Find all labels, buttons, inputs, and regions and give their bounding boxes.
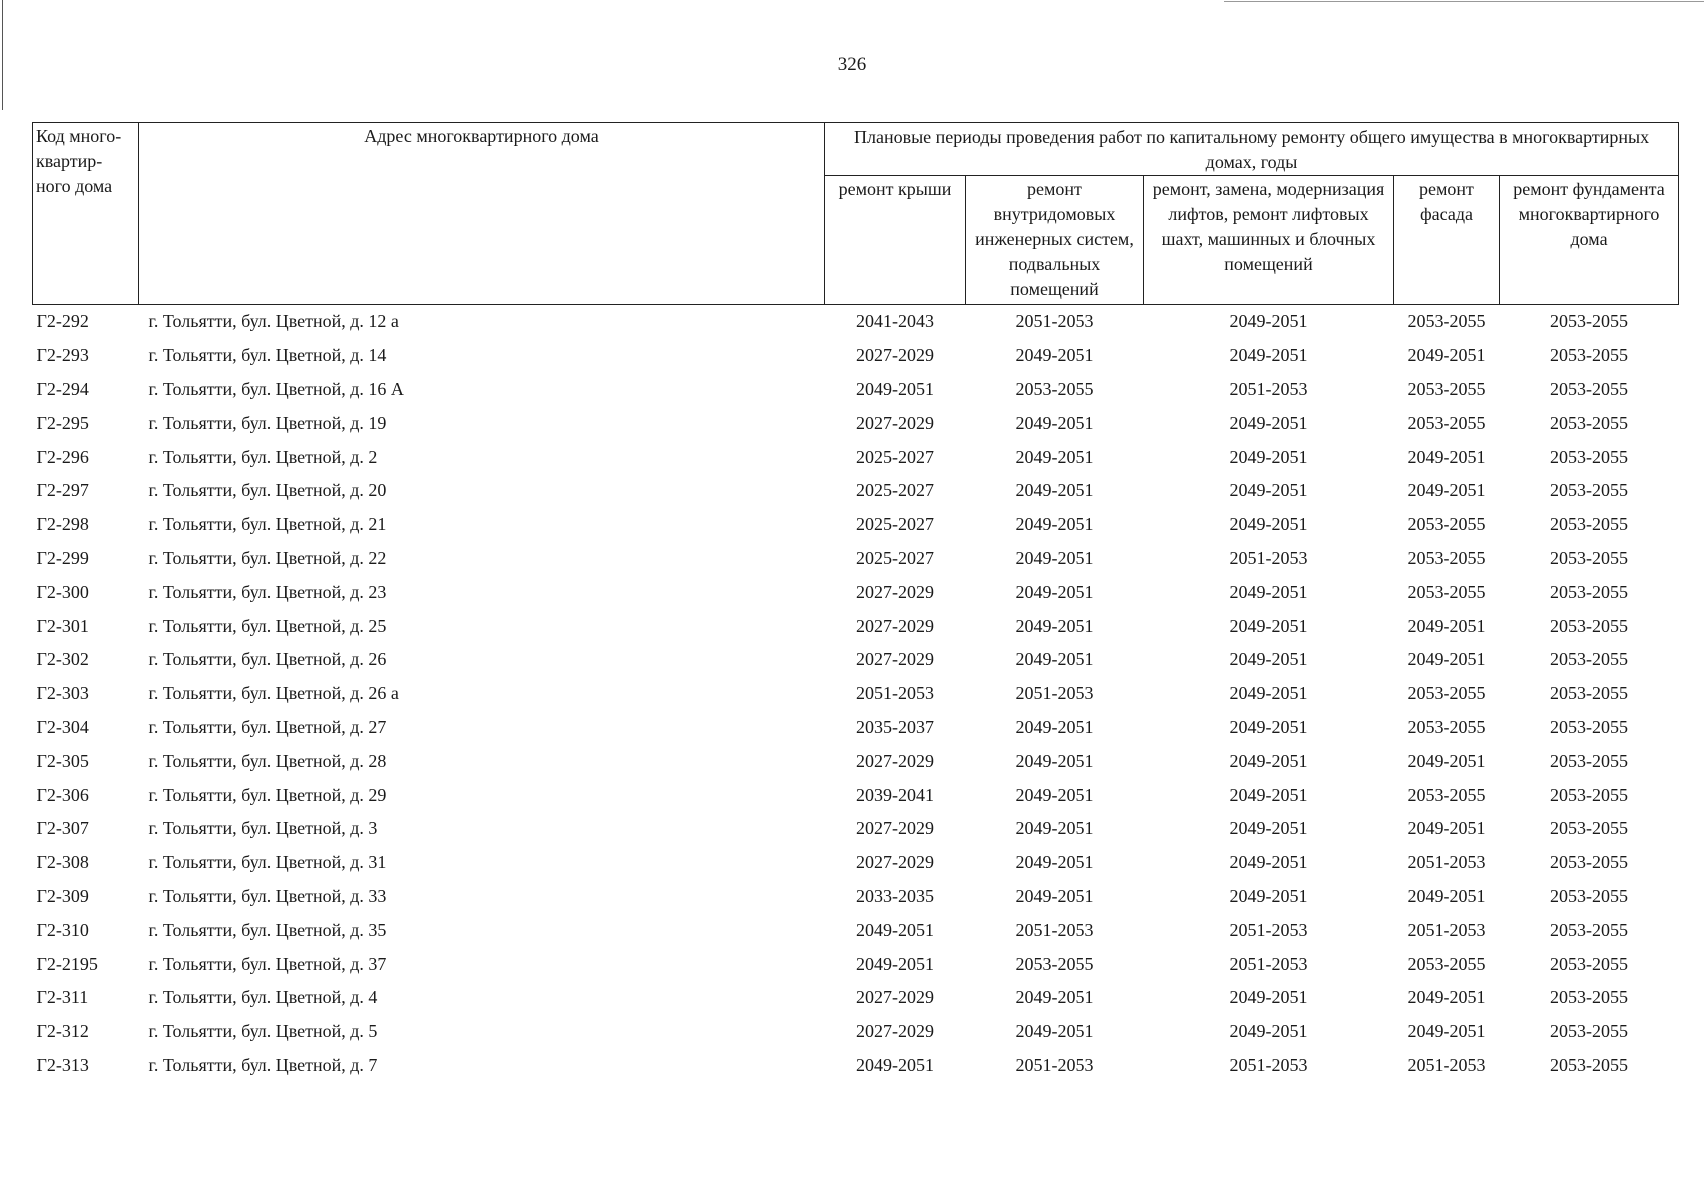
cell-lifts: 2049-2051 [1229,784,1308,805]
cell-lifts: 2049-2051 [1229,412,1308,433]
cell-facade: 2049-2051 [1407,480,1486,501]
header-engineering: ремонт внутридомовых инженерных систем, подвальных помещений [966,176,1144,305]
cell-roof: 2025-2027 [856,514,934,535]
cell-roof: 2027-2029 [856,649,934,670]
cell-roof: 2035-2037 [856,716,934,737]
cell-facade: 2049-2051 [1407,615,1486,636]
cell-facade: 2053-2055 [1407,953,1486,974]
cell-address: г. Тольятти, бул. Цветной, д. 20 [148,480,387,501]
cell-engineering: 2053-2055 [1015,378,1094,399]
cell-engineering: 2051-2053 [1015,683,1094,704]
cell-facade: 2053-2055 [1407,547,1486,568]
cell-foundation: 2053-2055 [1550,987,1629,1008]
table-row [33,711,1679,745]
cell-engineering: 2051-2053 [1015,311,1094,332]
cell-engineering: 2051-2053 [1015,919,1094,940]
cell-engineering: 2049-2051 [1015,818,1094,839]
cell-address: г. Тольятти, бул. Цветной, д. 16 А [148,378,404,399]
cell-foundation: 2053-2055 [1550,784,1629,805]
cell-foundation: 2053-2055 [1550,716,1629,737]
cell-code: Г2-303 [36,683,89,704]
cell-address: г. Тольятти, бул. Цветной, д. 14 [148,345,387,366]
table-row [33,812,1679,846]
cell-facade: 2051-2053 [1407,1054,1486,1075]
cell-engineering: 2049-2051 [1015,345,1094,366]
cell-lifts: 2049-2051 [1229,885,1308,906]
page-number: 326 [837,54,867,75]
cell-code: Г2-301 [36,615,89,636]
cell-engineering: 2053-2055 [1015,953,1094,974]
cell-address: г. Тольятти, бул. Цветной, д. 31 [148,852,387,873]
cell-address: г. Тольятти, бул. Цветной, д. 19 [148,412,387,433]
cell-lifts: 2051-2053 [1229,378,1308,399]
cell-foundation: 2053-2055 [1550,615,1629,636]
cell-address: г. Тольятти, бул. Цветной, д. 35 [148,919,387,940]
cell-roof: 2027-2029 [856,852,934,873]
table-row [33,846,1679,880]
cell-code: Г2-312 [36,1021,89,1042]
cell-address: г. Тольятти, бул. Цветной, д. 5 [148,1021,378,1042]
cell-engineering: 2049-2051 [1015,784,1094,805]
header-lifts: ремонт, замена, модернизация лифтов, ремонт лифтовых шахт, машинных и блочных помещений [1144,176,1394,305]
cell-code: Г2-310 [36,919,89,940]
cell-code: Г2-306 [36,784,89,805]
cell-address: г. Тольятти, бул. Цветной, д. 25 [148,615,387,636]
table-body [33,305,1679,1083]
cell-roof: 2025-2027 [856,446,934,467]
cell-lifts: 2049-2051 [1229,818,1308,839]
cell-lifts: 2049-2051 [1229,446,1308,467]
cell-facade: 2053-2055 [1407,514,1486,535]
header-address: Адрес многоквартирного дома [139,123,825,305]
cell-facade: 2049-2051 [1407,345,1486,366]
cell-address: г. Тольятти, бул. Цветной, д. 26 а [148,683,399,704]
header-facade: ремонт фасада [1394,176,1500,305]
cell-foundation: 2053-2055 [1550,412,1629,433]
cell-address: г. Тольятти, бул. Цветной, д. 4 [148,987,378,1008]
cell-facade: 2053-2055 [1407,412,1486,433]
cell-foundation: 2053-2055 [1550,750,1629,771]
cell-lifts: 2049-2051 [1229,852,1308,873]
table-row [33,1049,1679,1083]
cell-lifts: 2049-2051 [1229,615,1308,636]
cell-roof: 2027-2029 [856,750,934,771]
cell-code: Г2-307 [36,818,89,839]
cell-roof: 2027-2029 [856,987,934,1008]
cell-foundation: 2053-2055 [1550,919,1629,940]
cell-roof: 2049-2051 [856,1054,934,1075]
table-row [33,677,1679,711]
cell-foundation: 2053-2055 [1550,683,1629,704]
table-row [33,880,1679,914]
cell-facade: 2049-2051 [1407,649,1486,670]
cell-address: г. Тольятти, бул. Цветной, д. 23 [148,581,387,602]
cell-engineering: 2049-2051 [1015,446,1094,467]
cell-address: г. Тольятти, бул. Цветной, д. 37 [148,953,387,974]
cell-address: г. Тольятти, бул. Цветной, д. 2 [148,446,378,467]
cell-facade: 2049-2051 [1407,885,1486,906]
cell-lifts: 2049-2051 [1229,345,1308,366]
cell-lifts: 2049-2051 [1229,514,1308,535]
table-header [33,123,1679,305]
cell-engineering: 2049-2051 [1015,1021,1094,1042]
table-row [33,609,1679,643]
table-row [33,542,1679,576]
table-row [33,373,1679,407]
capital-repair-schedule-table [32,122,1679,1082]
header-roof: ремонт крыши [825,176,966,305]
cell-address: г. Тольятти, бул. Цветной, д. 27 [148,716,387,737]
table-row [33,474,1679,508]
cell-lifts: 2049-2051 [1229,987,1308,1008]
cell-roof: 2033-2035 [856,885,934,906]
cell-facade: 2049-2051 [1407,987,1486,1008]
cell-address: г. Тольятти, бул. Цветной, д. 12 а [148,311,399,332]
cell-address: г. Тольятти, бул. Цветной, д. 28 [148,750,387,771]
cell-address: г. Тольятти, бул. Цветной, д. 22 [148,547,387,568]
cell-facade: 2051-2053 [1407,852,1486,873]
table-row [33,981,1679,1015]
header-code: Код много-квартир-ного дома [33,123,139,305]
cell-foundation: 2053-2055 [1550,378,1629,399]
cell-foundation: 2053-2055 [1550,818,1629,839]
cell-facade: 2049-2051 [1407,750,1486,771]
cell-code: Г2-308 [36,852,89,873]
table-row [33,440,1679,474]
cell-lifts: 2049-2051 [1229,1021,1308,1042]
cell-code: Г2-294 [36,378,89,399]
table-row [33,778,1679,812]
cell-roof: 2049-2051 [856,378,934,399]
cell-engineering: 2051-2053 [1015,1054,1094,1075]
cell-lifts: 2049-2051 [1229,311,1308,332]
cell-code: Г2-295 [36,412,89,433]
cell-lifts: 2051-2053 [1229,953,1308,974]
cell-lifts: 2051-2053 [1229,1054,1308,1075]
cell-facade: 2053-2055 [1407,716,1486,737]
cell-roof: 2039-2041 [856,784,934,805]
cell-engineering: 2049-2051 [1015,885,1094,906]
cell-roof: 2041-2043 [856,311,934,332]
cell-facade: 2053-2055 [1407,311,1486,332]
table-row [33,575,1679,609]
scan-edge-mark [1224,1,1704,2]
cell-code: Г2-296 [36,446,89,467]
cell-foundation: 2053-2055 [1550,581,1629,602]
cell-code: Г2-297 [36,480,89,501]
cell-lifts: 2049-2051 [1229,480,1308,501]
cell-roof: 2049-2051 [856,953,934,974]
cell-address: г. Тольятти, бул. Цветной, д. 3 [148,818,378,839]
cell-roof: 2027-2029 [856,581,934,602]
cell-foundation: 2053-2055 [1550,1054,1629,1075]
cell-code: Г2-311 [36,987,89,1008]
cell-foundation: 2053-2055 [1550,547,1629,568]
cell-engineering: 2049-2051 [1015,750,1094,771]
cell-lifts: 2049-2051 [1229,581,1308,602]
cell-foundation: 2053-2055 [1550,885,1629,906]
cell-foundation: 2053-2055 [1550,311,1629,332]
cell-code: Г2-293 [36,345,89,366]
table-row [33,947,1679,981]
cell-code: Г2-304 [36,716,89,737]
cell-lifts: 2049-2051 [1229,649,1308,670]
cell-roof: 2027-2029 [856,818,934,839]
cell-code: Г2-302 [36,649,89,670]
cell-facade: 2049-2051 [1407,1021,1486,1042]
cell-code: Г2-292 [36,311,89,332]
cell-facade: 2049-2051 [1407,446,1486,467]
cell-roof: 2027-2029 [856,615,934,636]
cell-foundation: 2053-2055 [1550,953,1629,974]
cell-code: Г2-2195 [36,953,98,974]
cell-code: Г2-299 [36,547,89,568]
cell-engineering: 2049-2051 [1015,649,1094,670]
cell-code: Г2-309 [36,885,89,906]
cell-foundation: 2053-2055 [1550,1021,1629,1042]
cell-facade: 2049-2051 [1407,818,1486,839]
table-row [33,744,1679,778]
cell-engineering: 2049-2051 [1015,514,1094,535]
cell-engineering: 2049-2051 [1015,581,1094,602]
cell-address: г. Тольятти, бул. Цветной, д. 21 [148,514,387,535]
table-row [33,913,1679,947]
cell-engineering: 2049-2051 [1015,987,1094,1008]
cell-roof: 2027-2029 [856,345,934,366]
cell-code: Г2-298 [36,514,89,535]
cell-address: г. Тольятти, бул. Цветной, д. 33 [148,885,387,906]
cell-engineering: 2049-2051 [1015,547,1094,568]
cell-address: г. Тольятти, бул. Цветной, д. 29 [148,784,387,805]
table-row [33,643,1679,677]
cell-lifts: 2051-2053 [1229,919,1308,940]
cell-roof: 2027-2029 [856,1021,934,1042]
cell-lifts: 2049-2051 [1229,716,1308,737]
cell-code: Г2-305 [36,750,89,771]
cell-address: г. Тольятти, бул. Цветной, д. 7 [148,1054,378,1075]
cell-roof: 2025-2027 [856,547,934,568]
table-row [33,305,1679,339]
table-row [33,406,1679,440]
cell-engineering: 2049-2051 [1015,480,1094,501]
cell-engineering: 2049-2051 [1015,412,1094,433]
cell-roof: 2027-2029 [856,412,934,433]
cell-roof: 2051-2053 [856,683,934,704]
cell-address: г. Тольятти, бул. Цветной, д. 26 [148,649,387,670]
cell-facade: 2053-2055 [1407,378,1486,399]
table-row [33,508,1679,542]
cell-engineering: 2049-2051 [1015,716,1094,737]
cell-roof: 2025-2027 [856,480,934,501]
cell-foundation: 2053-2055 [1550,480,1629,501]
cell-lifts: 2049-2051 [1229,683,1308,704]
cell-foundation: 2053-2055 [1550,852,1629,873]
cell-foundation: 2053-2055 [1550,514,1629,535]
cell-lifts: 2051-2053 [1229,547,1308,568]
header-periods-group: Плановые периоды проведения работ по капитальному ремонту общего имущества в многоквартирных домах, годы [825,123,1679,176]
cell-foundation: 2053-2055 [1550,649,1629,670]
cell-lifts: 2049-2051 [1229,750,1308,771]
cell-code: Г2-313 [36,1054,89,1075]
cell-foundation: 2053-2055 [1550,345,1629,366]
cell-engineering: 2049-2051 [1015,615,1094,636]
cell-facade: 2051-2053 [1407,919,1486,940]
table-row [33,1015,1679,1049]
cell-engineering: 2049-2051 [1015,852,1094,873]
cell-foundation: 2053-2055 [1550,446,1629,467]
cell-facade: 2053-2055 [1407,683,1486,704]
header-foundation: ремонт фундамента многоквартирного дома [1500,176,1679,305]
cell-facade: 2053-2055 [1407,581,1486,602]
cell-code: Г2-300 [36,581,89,602]
cell-facade: 2053-2055 [1407,784,1486,805]
cell-roof: 2049-2051 [856,919,934,940]
table-row [33,339,1679,373]
